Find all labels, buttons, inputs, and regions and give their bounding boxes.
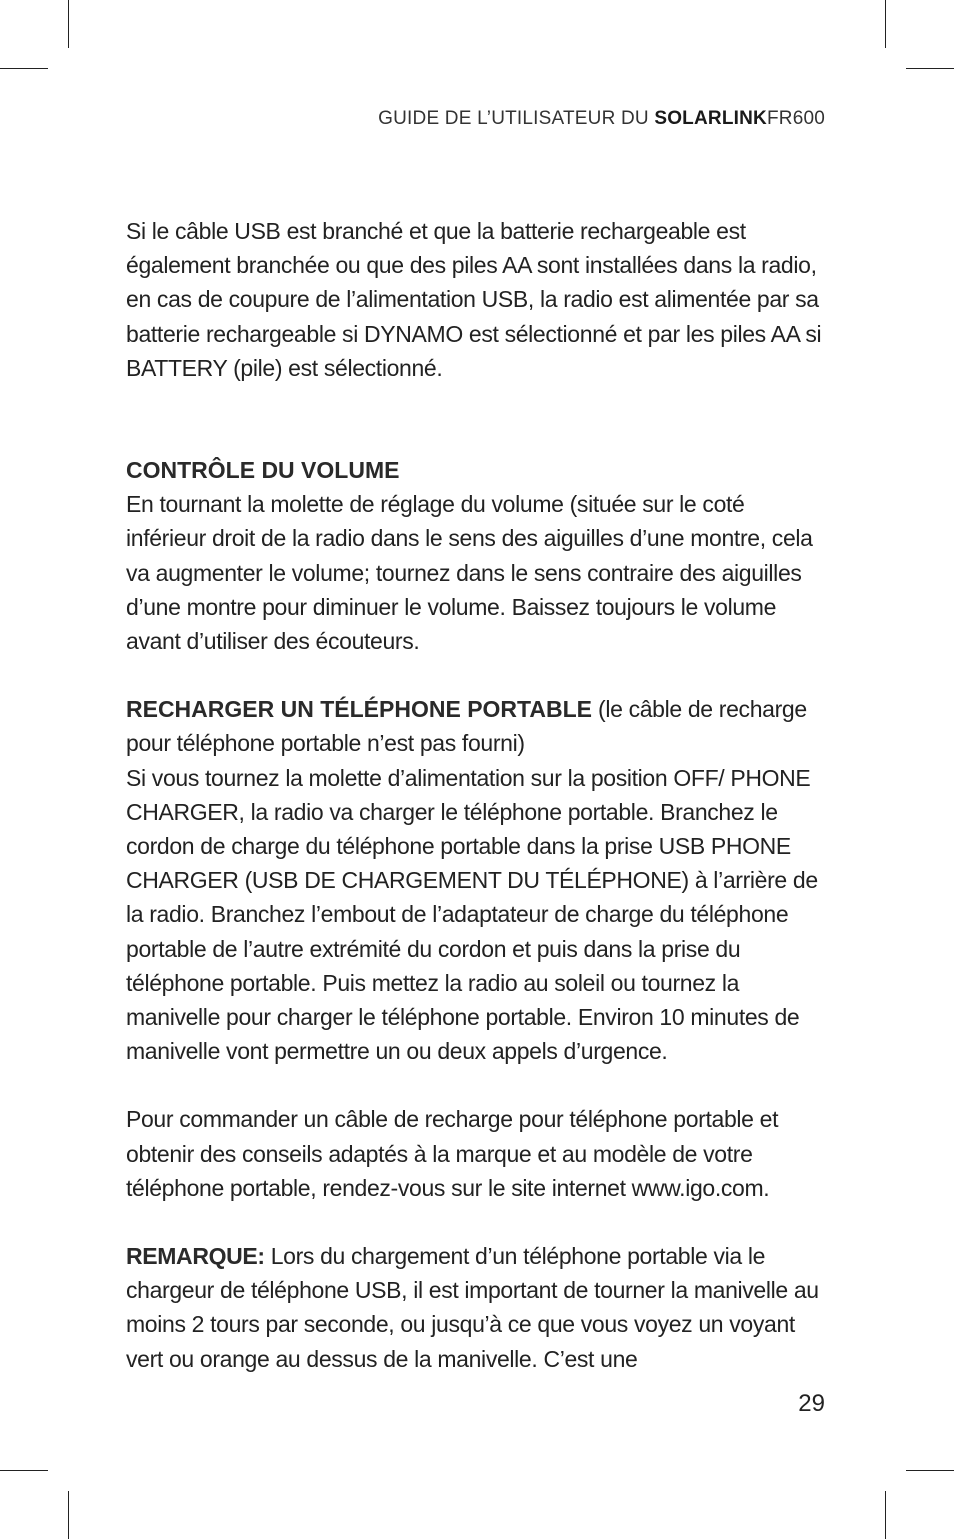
section-spacer: [126, 385, 830, 453]
phone-paragraph: Si vous tournez la molette d’alimentation sur la position OFF/ PHONE CHARGER, la radio va charger le téléphone portable. Branchez le cordon de charge du téléphone portable dans la prise USB PHONE CHARGER (USB DE CHARGEMENT DU TÉLÉPHONE) à l’arrière de la radio. Branchez l’embout de l’adaptateur de charge du téléphone portable de l’autre extrémité du cordon et puis dans la prise du téléphone portable. Puis mettez la radio au soleil ou tournez la manivelle pour charger le téléphone portable. Environ 10 minutes de manivelle vont permettre un ou deux appels d’urgence.: [126, 764, 818, 1065]
note-label: REMARQUE:: [126, 1243, 265, 1270]
crop-mark-top-right-vertical: [885, 0, 886, 48]
crop-mark-top-left-horizontal: [0, 68, 48, 69]
section-spacer: [126, 658, 830, 692]
phone-heading-line: [126, 692, 830, 760]
section-spacer: [126, 1205, 830, 1239]
header-prefix: GUIDE DE L’UTILISATEUR DU: [378, 108, 655, 129]
crop-mark-bottom-right-horizontal: [906, 1470, 954, 1471]
crop-mark-bottom-left-horizontal: [0, 1470, 48, 1471]
header-brand: SOLARLINK: [654, 108, 767, 129]
intro-paragraph: Si le câble USB est branché et que la batterie rechargeable est également branchée ou que des piles AA sont installées dans la radio, en cas de coupure de l’alimentation USB, la radio est alimentée par sa batterie rechargeable si DYNAMO est sélectionné et par les piles AA si BATTERY (pile) est sélectionné.: [126, 218, 822, 381]
page-content: [126, 214, 830, 1376]
order-paragraph: Pour commander un câble de recharge pour téléphone portable et obtenir des conseils adaptés à la marque et au modèle de votre téléphone portable, rendez-vous sur le site internet www.igo.com.: [126, 1106, 779, 1201]
phone-heading: RECHARGER UN TÉLÉPHONE PORTABLE: [126, 696, 592, 723]
volume-heading: CONTRÔLE DU VOLUME: [126, 457, 400, 484]
crop-mark-bottom-left-vertical: [68, 1491, 69, 1539]
section-spacer: [126, 1068, 830, 1102]
page-number: 29: [798, 1390, 825, 1417]
volume-paragraph: En tournant la molette de réglage du volume (située sur le coté inférieur droit de la radio dans le sens des aiguilles d’une montre, cela va augmenter le volume; tournez dans le sens contraire des aiguilles d’une montre pour diminuer le volume. Baissez toujours le volume avant d’utiliser des écouteurs.: [126, 491, 813, 655]
note-text: Lors du chargement d’un téléphone portable via le chargeur de téléphone USB, il est important de tourner la manivelle au moins 2 tours par seconde, ou jusqu’à ce que vous voyez un voyant vert ou orange au dessus de la manivelle. C’est une: [126, 1243, 819, 1372]
crop-mark-top-left-vertical: [68, 0, 69, 48]
crop-mark-bottom-right-vertical: [885, 1491, 886, 1539]
crop-mark-top-right-horizontal: [906, 68, 954, 69]
header-model: FR600: [766, 108, 825, 129]
running-header: [378, 108, 825, 130]
note-paragraph: [126, 1239, 830, 1376]
phone-heading-note: (le câble de recharge pour téléphone portable n’est pas fourni): [126, 696, 807, 757]
